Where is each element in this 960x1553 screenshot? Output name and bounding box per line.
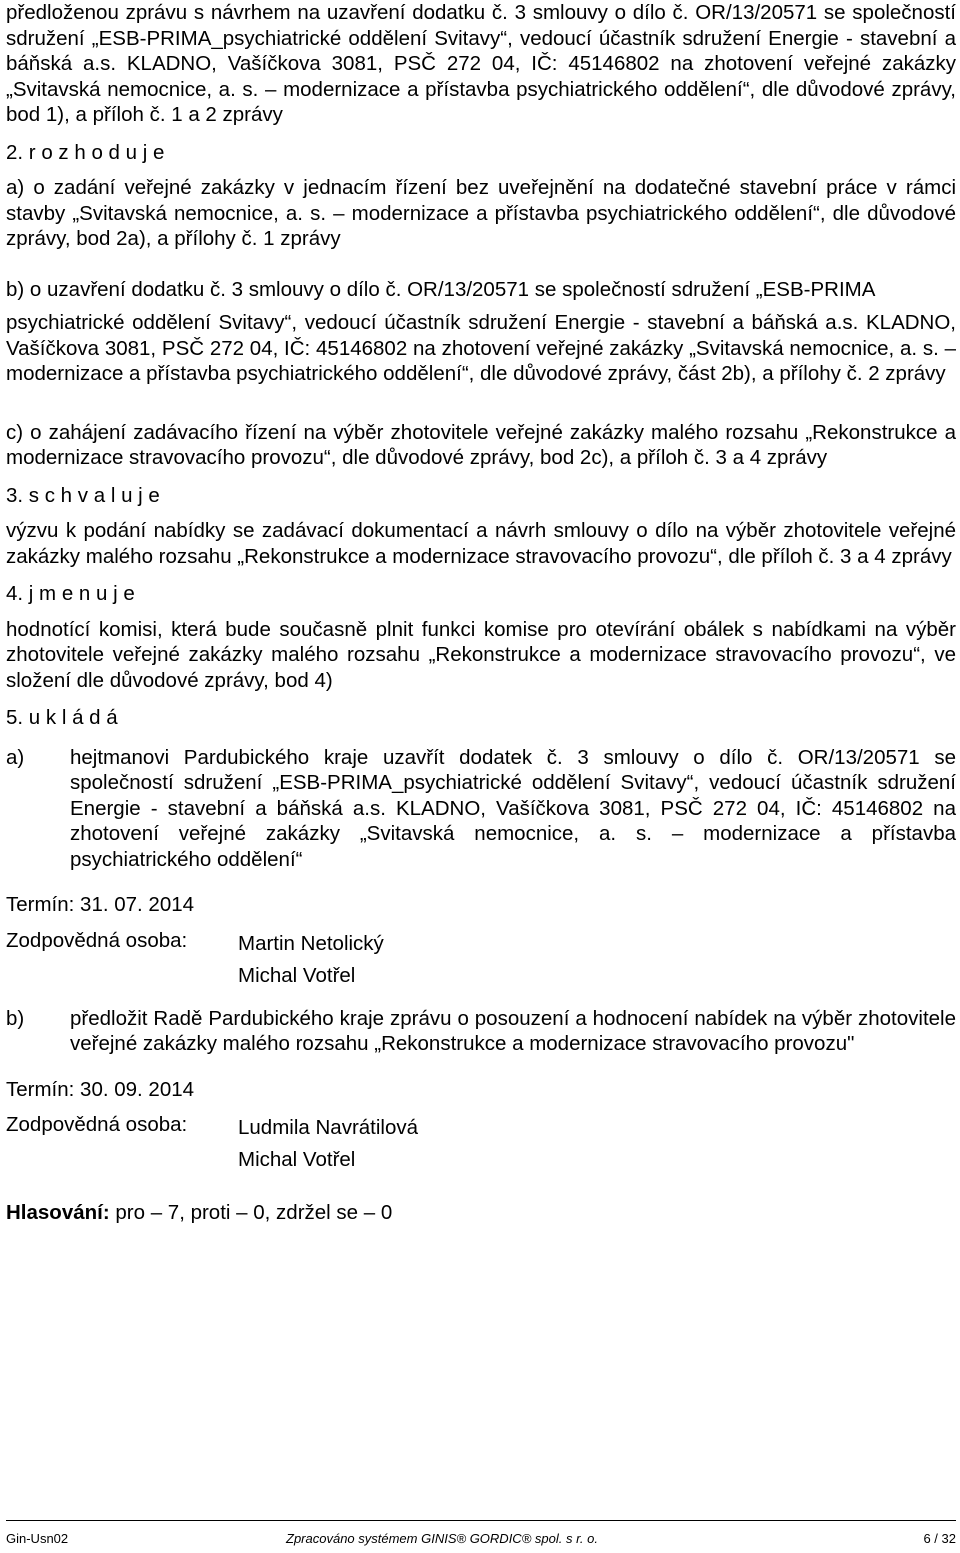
section-5b-responsible-label: Zodpovědná osoba: (6, 1113, 188, 1136)
page-footer (6, 1520, 956, 1548)
section-2b-paragraph-start: b) o uzavření dodatku č. 3 smlouvy o dílo č. OR/13/20571 se společností sdružení „ESB-PRIMA (6, 277, 876, 301)
intro-paragraph: předloženou zprávu s návrhem na uzavření dodatku č. 3 smlouvy o dílo č. OR/13/20571 se společností sdružení „ESB-PRIMA_psychiatrické oddělení Svitavy“, vedoucí účastník sdružení Energie - stavební a báňská a.s. KLADNO, Vašíčkova 3081, PSČ 272 04, IČ: 45146802 na zhotovení veřejné zakázky „Svitavská nemocnice, a. s. – modernizace a přístavba psychiatrického oddělení“, dle důvodové zprávy, bod 1), a příloh č. 1 a 2 zprávy (6, 1, 956, 126)
section-5a-responsible (6, 928, 956, 992)
section-5b-responsible (6, 1112, 956, 1176)
vote-result (6, 1200, 956, 1226)
vote-text: pro – 7, proti – 0, zdržel se – 0 (109, 1201, 393, 1224)
document-page (6, 0, 956, 1226)
section-4-paragraph: hodnotící komisi, která bude současně plnit funkci komise pro otevírání obálek s nabídkami na výběr zhotovitele veřejné zakázky malého rozsahu „Rekonstrukce a modernizace stravovacího provozu“, ve složení dle důvodové zprávy, bod 4) (6, 617, 956, 692)
footer-page-number: 6 / 32 (923, 1531, 956, 1546)
section-5a-text: hejtmanovi Pardubického kraje uzavřít dodatek č. 3 smlouvy o dílo č. OR/13/20571 se společností sdružení „ESB-PRIMA_psychiatrické oddělení Svitavy“, vedoucí účastník sdružení Energie - stavební a báňská a.s. KLADNO, Vašíčkova 3081, PSČ 272 04, IČ: 45146802 na zhotovení veřejné zakázky „Svitavská nemocnice, a. s. – modernizace a přístavba psychiatrického oddělení“ (70, 745, 956, 871)
section-3-heading: 3. s c h v a l u j e (6, 483, 160, 507)
section-5a-responsible-person: Martin Netolický (238, 931, 384, 955)
section-2a-paragraph: a) o zadání veřejné zakázky v jednacím řízení bez uveřejnění na dodatečné stavební práce v rámci stavby „Svitavská nemocnice, a. s. – modernizace a přístavba psychiatrického oddělení“, dle důvodové zprávy, bod 2a), a přílohy č. 1 zprávy (6, 176, 956, 250)
footer-generator-note: Zpracováno systémem GINIS® GORDIC® spol. s r. o. (286, 1531, 598, 1546)
section-5b-item (6, 1006, 956, 1057)
section-2-heading: 2. r o z h o d u j e (6, 140, 165, 164)
section-2b-paragraph-cont: psychiatrické oddělení Svitavy“, vedoucí účastník sdružení Energie - stavební a báňská a.s. KLADNO, Vašíčkova 3081, PSČ 272 04, IČ: 45146802 na zhotovení veřejné zakázky „Svitavská nemocnice, a. s. – modernizace a přístavba psychiatrického oddělení“, dle důvodové zprávy, část 2b), a přílohy č. 2 zprávy (6, 311, 956, 385)
section-2c-paragraph: c) o zahájení zadávacího řízení na výběr zhotovitele veřejné zakázky malého rozsahu „Rekonstrukce a modernizace stravovacího provozu“, dle důvodové zprávy, bod 2c), a příloh č. 3 a 4 zprávy (6, 420, 956, 469)
section-5a-marker: a) (6, 745, 25, 769)
section-3-paragraph: výzvu k podání nabídky se zadávací dokumentací a návrh smlouvy o dílo na výběr zhotovitele veřejné zakázky malého rozsahu „Rekonstrukce a modernizace stravovacího provozu“, dle příloh č. 3 a 4 zprávy (6, 519, 956, 568)
section-5b-deadline: Termín: 30. 09. 2014 (6, 1077, 195, 1101)
section-5-heading: 5. u k l á d á (6, 706, 118, 729)
section-5a-item (6, 745, 956, 873)
section-5a-responsible-names (238, 928, 384, 992)
section-4-heading: 4. j m e n u j e (6, 582, 135, 605)
section-5a-deadline: Termín: 31. 07. 2014 (6, 893, 195, 916)
section-5b-marker: b) (6, 1006, 25, 1030)
section-5b-text: předložit Radě Pardubického kraje zprávu o posouzení a hodnocení nabídek na výběr zhotovitele veřejné zakázky malého rozsahu „Rekonstrukce a modernizace stravovacího provozu" (70, 1006, 956, 1055)
section-5b-responsible-person: Michal Votřel (238, 1148, 356, 1171)
section-5a-responsible-label: Zodpovědná osoba: (6, 928, 188, 952)
section-5b-responsible-names (238, 1112, 418, 1176)
vote-label: Hlasování: (6, 1201, 110, 1224)
section-5b-responsible-person: Ludmila Navrátilová (238, 1116, 419, 1139)
footer-doc-code: Gin-Usn02 (6, 1531, 69, 1546)
section-5a-responsible-person: Michal Votřel (238, 963, 356, 987)
